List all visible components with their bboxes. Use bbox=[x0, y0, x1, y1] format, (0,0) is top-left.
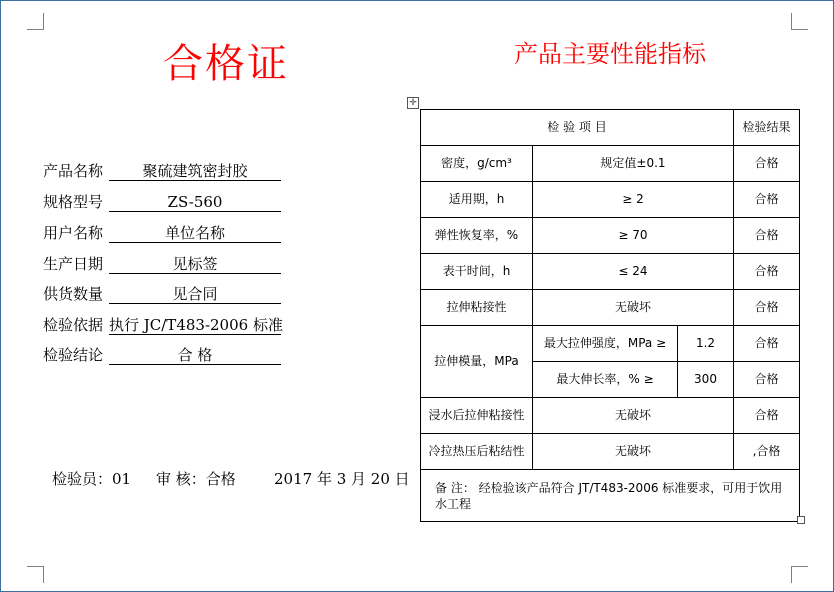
item-cell: 弹性恢复率，% bbox=[421, 218, 533, 254]
table-row bbox=[421, 434, 800, 470]
item-cell: 密度，g/cm³ bbox=[421, 146, 533, 182]
result-cell: 合格 bbox=[734, 362, 800, 398]
table-resize-handle[interactable] bbox=[797, 516, 805, 524]
sub-item-cell: 最大伸长率，% ≥ bbox=[533, 362, 678, 398]
spec-cell: 规定值±0.1 bbox=[533, 146, 734, 182]
spec-cell: ≥ 2 bbox=[533, 182, 734, 218]
table-row bbox=[421, 290, 800, 326]
table-row bbox=[421, 218, 800, 254]
field-model bbox=[43, 191, 223, 213]
field-value[interactable]: 见合同 bbox=[109, 283, 281, 304]
header-result: 检验结果 bbox=[734, 110, 800, 146]
crop-mark-top-left bbox=[27, 13, 44, 30]
header-item: 检 验 项 目 bbox=[421, 110, 734, 146]
result-cell: 合格 bbox=[734, 146, 800, 182]
field-value[interactable]: 见标签 bbox=[109, 253, 281, 274]
field-label: 生产日期 bbox=[43, 255, 104, 273]
field-label: 检验依据 bbox=[43, 316, 104, 334]
spec-cell: 无破坏 bbox=[533, 398, 734, 434]
table-row bbox=[421, 182, 800, 218]
inspection-date: 2017 年 3 月 20 日 bbox=[274, 470, 410, 488]
field-customer bbox=[43, 222, 225, 244]
crop-mark-top-right bbox=[791, 13, 808, 30]
item-cell: 拉伸粘接性 bbox=[421, 290, 533, 326]
result-cell: 合格 bbox=[734, 326, 800, 362]
field-product-name bbox=[43, 160, 248, 182]
spec-cell: 无破坏 bbox=[533, 434, 734, 470]
spec-cell: 300 bbox=[678, 362, 734, 398]
field-value[interactable]: 合 格 bbox=[109, 344, 281, 365]
crop-mark-bottom-left bbox=[27, 566, 44, 583]
result-cell: 合格 bbox=[734, 218, 800, 254]
item-cell: 冷拉热压后粘结性 bbox=[421, 434, 533, 470]
item-cell: 适用期，h bbox=[421, 182, 533, 218]
performance-title: 产品主要性能指标 bbox=[514, 40, 706, 68]
spec-cell: ≤ 24 bbox=[533, 254, 734, 290]
table-move-handle-icon[interactable]: ✛ bbox=[407, 97, 419, 109]
item-cell: 拉伸模量，MPa bbox=[421, 326, 533, 398]
crop-mark-bottom-right bbox=[791, 566, 808, 583]
field-quantity bbox=[43, 283, 218, 305]
sub-item-cell: 最大拉伸强度，MPa ≥ bbox=[533, 326, 678, 362]
field-value[interactable]: 聚硫建筑密封胶 bbox=[109, 160, 281, 181]
performance-table bbox=[420, 109, 800, 522]
field-label: 供货数量 bbox=[43, 285, 104, 303]
result-cell: 合格 bbox=[734, 290, 800, 326]
inspector: 检验员：01 bbox=[52, 470, 132, 488]
field-value[interactable]: 执行 JC/T483-2006 标准 bbox=[109, 316, 283, 334]
field-label: 规格型号 bbox=[43, 193, 104, 211]
field-value[interactable]: 单位名称 bbox=[109, 222, 281, 243]
field-conclusion bbox=[43, 344, 213, 366]
table-row bbox=[421, 146, 800, 182]
table-row bbox=[421, 110, 800, 146]
field-production-date bbox=[43, 253, 218, 275]
spec-cell: 无破坏 bbox=[533, 290, 734, 326]
field-label: 产品名称 bbox=[43, 162, 104, 180]
table-row bbox=[421, 326, 800, 362]
result-cell: 合格 bbox=[734, 182, 800, 218]
table-row bbox=[421, 254, 800, 290]
field-label: 检验结论 bbox=[43, 346, 104, 364]
result-cell: ,合格 bbox=[734, 434, 800, 470]
result-cell: 合格 bbox=[734, 398, 800, 434]
certificate-title: 合格证 bbox=[163, 41, 289, 87]
result-cell: 合格 bbox=[734, 254, 800, 290]
spec-cell: 1.2 bbox=[678, 326, 734, 362]
item-cell: 表干时间，h bbox=[421, 254, 533, 290]
remarks-cell: 备 注： 经检验该产品符合 JT/T483-2006 标准要求，可用于饮用水工程 bbox=[421, 470, 800, 522]
field-basis bbox=[43, 314, 283, 336]
table-row bbox=[421, 398, 800, 434]
spec-cell: ≥ 70 bbox=[533, 218, 734, 254]
item-cell: 浸水后拉伸粘接性 bbox=[421, 398, 533, 434]
field-label: 用户名称 bbox=[43, 224, 104, 242]
table-row bbox=[421, 470, 800, 522]
reviewer: 审 核：合格 bbox=[156, 470, 236, 488]
field-value[interactable]: ZS-560 bbox=[109, 191, 281, 212]
